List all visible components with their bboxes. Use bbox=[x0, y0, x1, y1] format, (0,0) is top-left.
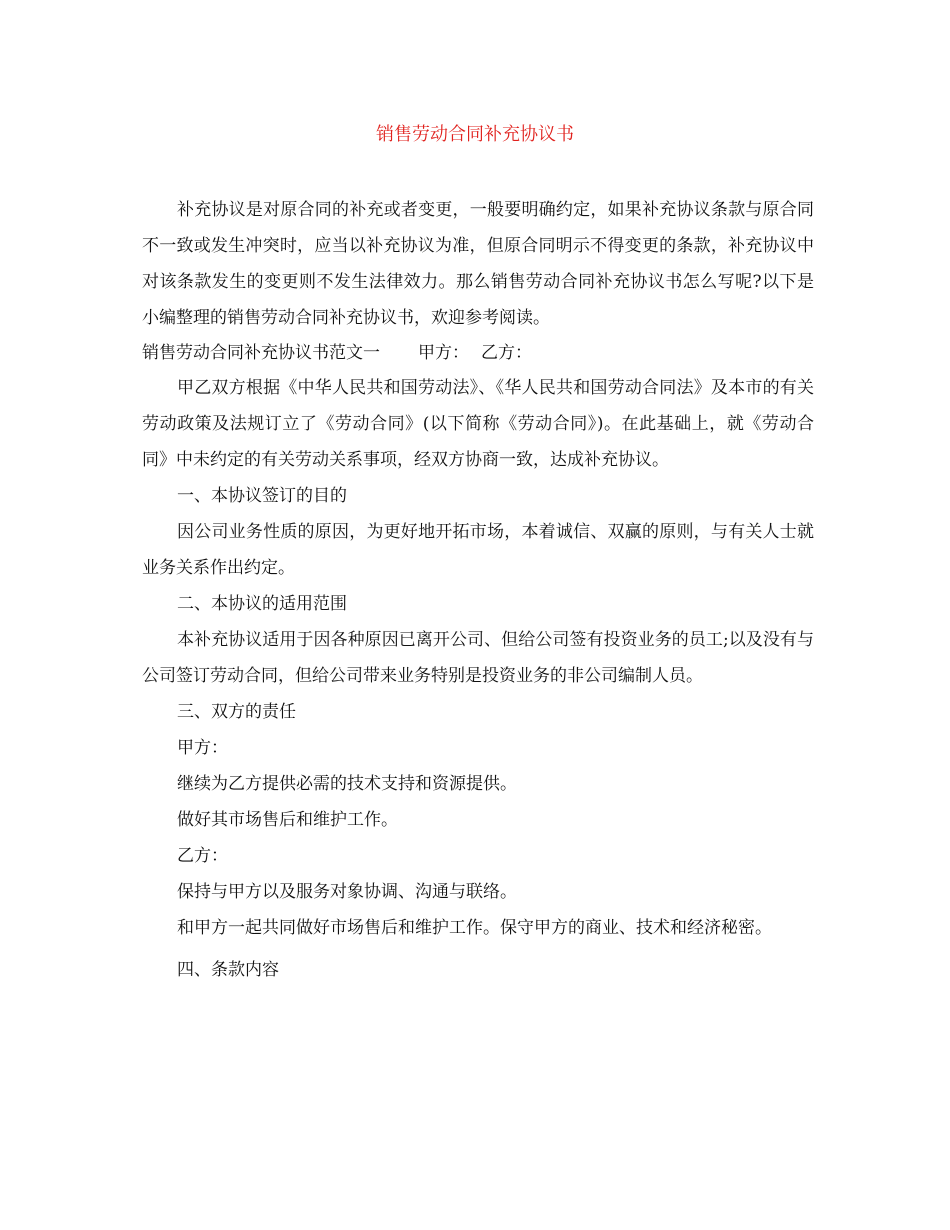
party-b-label: 乙方： bbox=[177, 846, 228, 866]
party-a-duty-2: 做好其市场售后和维护工作。 bbox=[177, 810, 398, 830]
section-heading-4: 四、条款内容 bbox=[177, 960, 279, 980]
section-heading-2: 二、本协议的适用范围 bbox=[177, 594, 347, 614]
section-heading-3: 三、双方的责任 bbox=[177, 702, 296, 722]
party-a-duty-1: 继续为乙方提供必需的技术支持和资源提供。 bbox=[177, 774, 517, 794]
party-b-duty-2: 和甲方一起共同做好市场售后和维护工作。保守甲方的商业、技术和经济秘密。 bbox=[177, 918, 772, 938]
sample-heading: 销售劳动合同补充协议书范文一 bbox=[142, 343, 380, 363]
party-a-label: 甲方： bbox=[177, 738, 228, 758]
party-b-duty-1: 保持与甲方以及服务对象协调、沟通与联络。 bbox=[177, 882, 517, 902]
intro-paragraph: 补充协议是对原合同的补充或者变更，一般要明确约定，如果补充协议条款与原合同不一致或发生冲突时，应当以补充协议为准，但原合同明示不得变更的条款，补充协议中对该条款发生的变更则不发生法律效力。那么销售劳动合同补充协议书怎么写呢?以下是小编整理的销售劳动合同补充协议书，欢迎参考阅读。 bbox=[142, 200, 814, 328]
document-body bbox=[142, 192, 814, 988]
sample-heading-line bbox=[142, 336, 814, 370]
document-title: 销售劳动合同补充协议书 bbox=[376, 124, 574, 145]
preamble-paragraph: 甲乙双方根据《中华人民共和国劳动法》、《华人民共和国劳动合同法》及本市的有关劳动政策及法规订立了《劳动合同》(以下简称《劳动合同》)。在此基础上，就《劳动合同》中未约定的有关劳动关系事项，经双方协商一致，达成补充协议。 bbox=[142, 378, 814, 470]
section-2-paragraph: 本补充协议适用于因各种原因已离开公司、但给公司签有投资业务的员工;以及没有与公司签订劳动合同，但给公司带来业务特别是投资业务的非公司编制人员。 bbox=[142, 630, 814, 686]
party-b-label-inline: 乙方： bbox=[481, 343, 532, 363]
party-a-label-inline: 甲方： bbox=[418, 343, 469, 363]
section-1-paragraph: 因公司业务性质的原因，为更好地开拓市场，本着诚信、双赢的原则，与有关人士就业务关系作出约定。 bbox=[142, 522, 814, 578]
section-heading-1: 一、本协议签订的目的 bbox=[177, 486, 347, 506]
